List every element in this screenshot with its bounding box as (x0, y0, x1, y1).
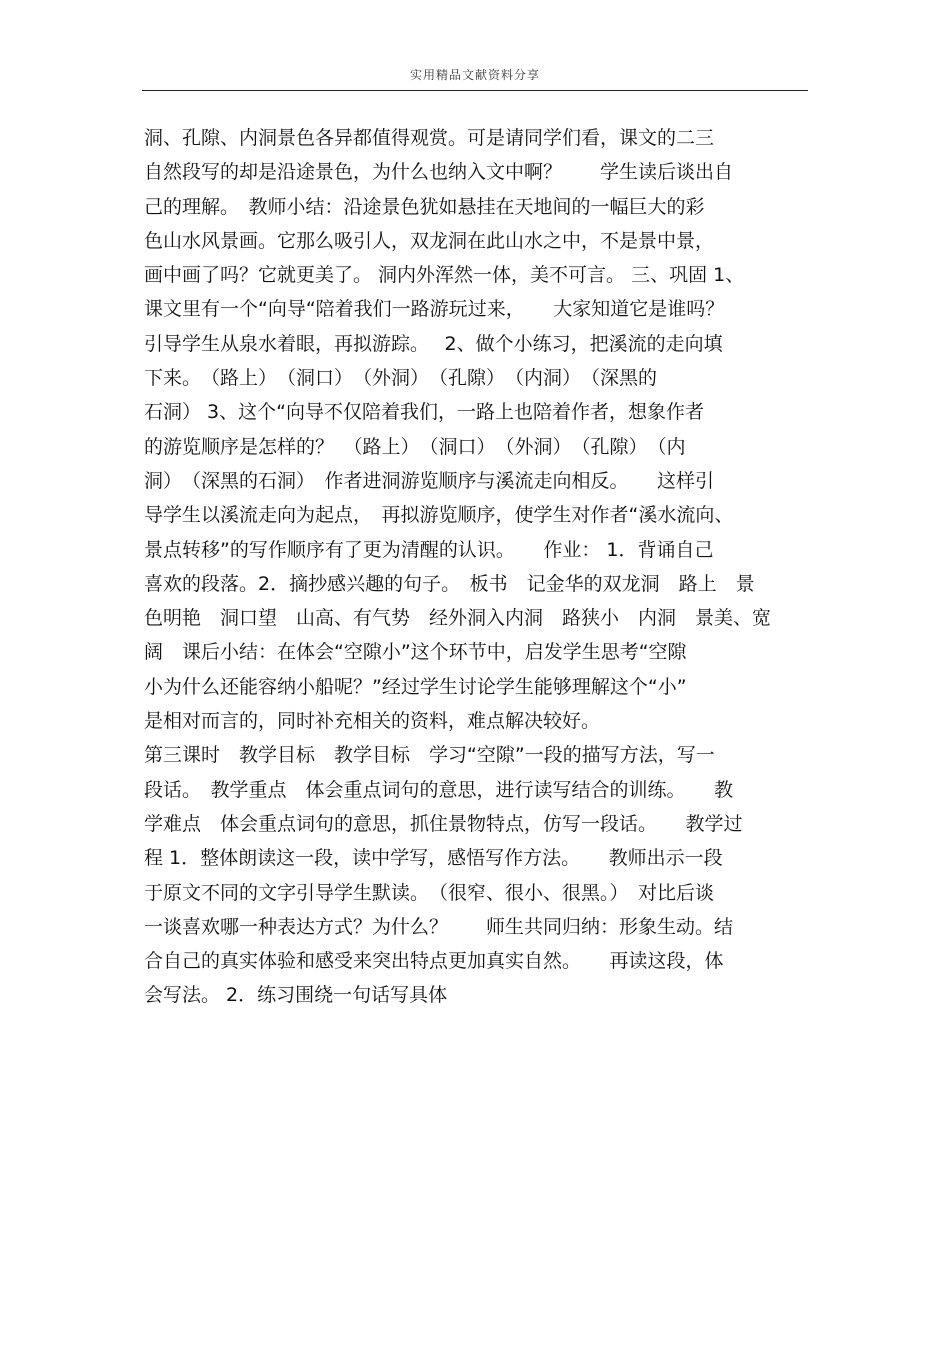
text-line: 喜欢的段落。2．摘抄感兴趣的句子。 板书 记金华的双龙洞 路上 景 (144, 572, 755, 595)
text-line: 下来。 （路上） （洞口） （外洞） （孔隙） （内洞） （深黑的 (144, 367, 658, 390)
text-line: 课文里有一个“向导“陪着我们一路游玩过来， 大家知道它是谁吗？ (144, 298, 725, 321)
text-line: 一谈喜欢哪一种表达方式？为什么？ 师生共同归纳：形象生动。结 (144, 915, 734, 938)
text-line: 阔 课后小结：在体会“空隙小”这个环节中，启发学生思考“空隙 (144, 641, 687, 664)
text-line: 小为什么还能容纳小船呢？”经过学生讨论学生能够理解这个“小” (144, 675, 687, 698)
text-line: 会写法。 2．练习围绕一句话写具体 (144, 984, 448, 1007)
text-line: 于原文不同的文字引导学生默读。 （很窄、很小、很黑。） 对比后谈 (144, 881, 715, 904)
text-line: 画中画了吗？它就更美了。 洞内外浑然一体，美不可言。 三、巩固 1、 (144, 264, 745, 287)
section-heading-line: 第三课时 教学目标 教学目标 学习“空隙”一段的描写方法，写一 (144, 744, 715, 767)
header-divider (142, 90, 808, 91)
text-line: 石洞） 3、这个“向导不仅陪着我们，一路上也陪着作者，想象作者 (144, 401, 704, 424)
text-line: 学难点 体会重点词句的意思，抓住景物特点，仿写一段话。 教学过 (144, 812, 743, 835)
text-line: 色明艳 洞口望 山高、有气势 经外洞入内洞 路狭小 内洞 景美、宽 (144, 607, 772, 630)
text-line: 洞） （深黑的石洞） 作者进洞游览顺序与溪流走向相反。 这样引 (144, 469, 715, 492)
text-line: 段话。 教学重点 体会重点词句的意思，进行读写结合的训练。 教 (144, 778, 734, 801)
text-line: 己的理解。 教师小结：沿途景色犹如悬挂在天地间的一幅巨大的彩 (144, 195, 705, 218)
text-line: 自然段写的却是沿途景色，为什么也纳入文中啊？ 学生读后谈出自 (144, 161, 734, 184)
text-line: 引导学生从泉水着眼，再拟游踪。 2、做个小练习，把溪流的走向填 (144, 332, 723, 355)
text-line: 程 1．整体朗读这一段，读中学写，感悟写作方法。 教师出示一段 (144, 847, 723, 870)
text-line: 洞、孔隙、内洞景色各异都值得观赏。可是请同学们看，课文的二三 (144, 127, 715, 149)
text-line: 色山水风景画。它那么吸引人，双龙洞在此山水之中，不是景中景， (144, 229, 715, 252)
document-body (144, 121, 814, 1013)
text-line: 合自己的真实体验和感受来突出特点更加真实自然。 再读这段，体 (144, 950, 724, 973)
text-line: 是相对而言的，同时补充相关的资料，难点解决较好。 (144, 710, 601, 733)
text-line: 的游览顺序是怎样的？ （路上） （洞口） （外洞） （孔隙） （内 (144, 435, 686, 458)
page-header: 实用精品文献资料分享 (409, 68, 540, 82)
text-line: 景点转移”的写作顺序有了更为清醒的认识。 作业： 1．背诵自己 (144, 538, 714, 561)
text-line: 导学生以溪流走向为起点， 再拟游览顺序，使学生对作者“溪水流向、 (144, 504, 734, 527)
